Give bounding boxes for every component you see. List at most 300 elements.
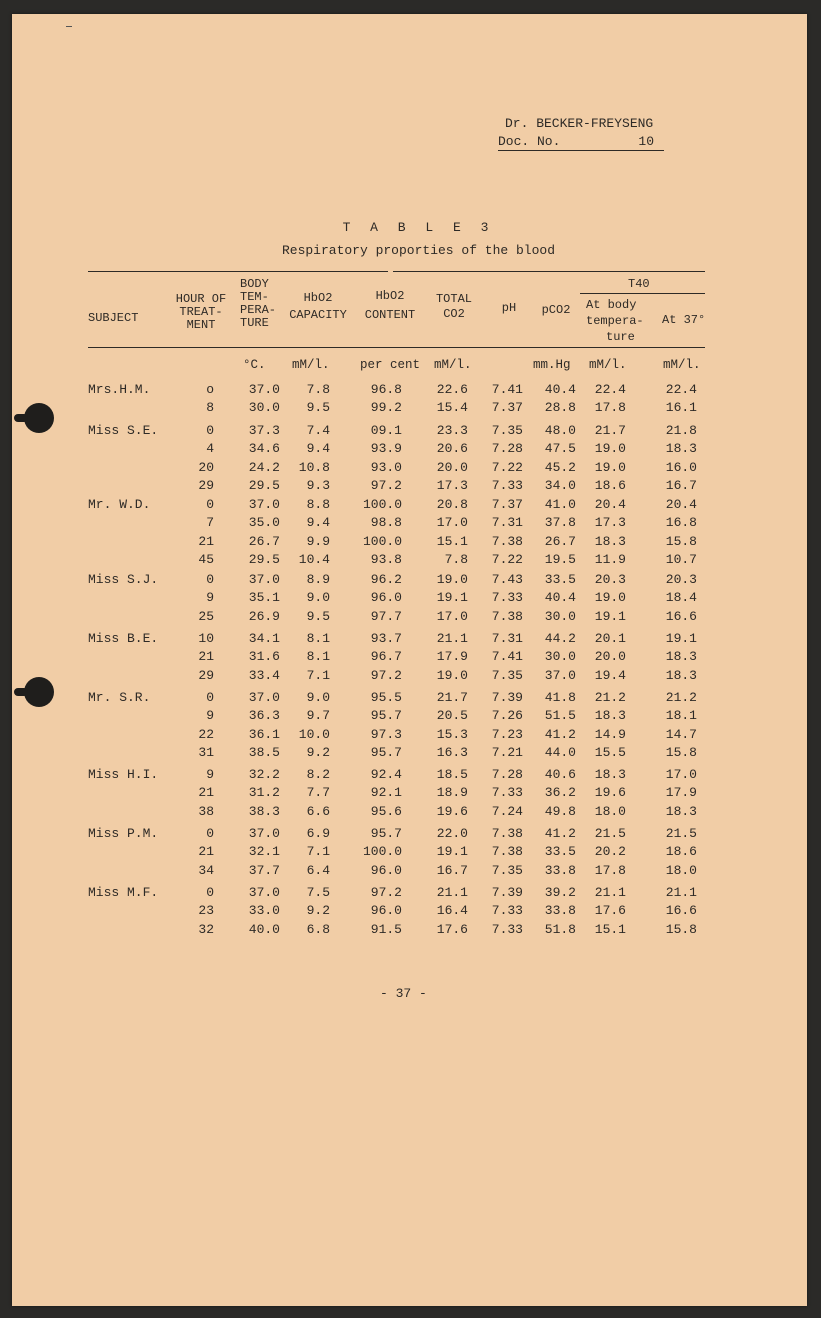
cell-total-co2: 21.7: [436, 690, 468, 705]
cell-pco2: 28.8: [544, 400, 576, 416]
doc-label: Doc. No.: [498, 134, 561, 149]
cell-total-co2: 16.4: [436, 903, 468, 919]
col-t40b-l3: ture: [606, 330, 635, 344]
cell-ph: 7.23: [491, 726, 523, 742]
cell-t40-37: 18.1: [665, 708, 697, 724]
cell-hbo2-capacity: 9.5: [306, 608, 330, 624]
cell-pco2: 37.0: [544, 667, 576, 683]
subject-label: Mrs.H.M.: [88, 382, 151, 397]
cell-t40-body: 21.7: [594, 423, 626, 438]
cell-t40-37: 18.3: [665, 803, 697, 819]
cell-pco2: 44.2: [544, 631, 576, 646]
cell-ph: 7.43: [491, 572, 523, 587]
cell-total-co2: 17.0: [436, 515, 468, 531]
cell-t40-37: 16.7: [665, 478, 697, 494]
cell-t40-body: 20.2: [594, 844, 626, 860]
cell-hbo2-capacity: 10.4: [298, 552, 330, 568]
col-t40: T40: [628, 277, 650, 291]
cell-pco2: 30.0: [544, 649, 576, 665]
cell-pco2: 49.8: [544, 803, 576, 819]
cell-hbo2-content: 95.7: [370, 745, 402, 761]
cell-hbo2-content: 96.7: [370, 649, 402, 665]
cell-body-temp: 34.6: [248, 441, 280, 457]
cell-t40-37: 21.8: [665, 423, 697, 438]
cell-hbo2-content: 93.9: [370, 441, 402, 457]
cell-t40-body: 18.3: [594, 708, 626, 724]
cell-total-co2: 20.8: [436, 497, 468, 512]
cell-t40-body: 20.3: [594, 572, 626, 587]
unit-capacity: mM/l.: [292, 358, 330, 372]
cell-hour: 23: [198, 903, 214, 919]
cell-body-temp: 31.6: [248, 649, 280, 665]
cell-hbo2-capacity: 7.1: [306, 844, 330, 860]
cell-body-temp: 33.4: [248, 667, 280, 683]
cell-t40-body: 17.3: [594, 515, 626, 531]
cell-hbo2-capacity: 10.0: [298, 726, 330, 742]
cell-body-temp: 30.0: [248, 400, 280, 416]
cell-hour: 0: [206, 572, 214, 587]
cell-hour: 8: [206, 400, 214, 416]
cell-body-temp: 36.1: [248, 726, 280, 742]
subject-label: Miss S.E.: [88, 423, 159, 438]
cell-total-co2: 7.8: [444, 552, 468, 568]
cell-t40-body: 11.9: [594, 552, 626, 568]
cell-body-temp: 38.3: [248, 803, 280, 819]
cell-ph: 7.39: [491, 885, 523, 900]
cell-total-co2: 23.3: [436, 423, 468, 438]
cell-hbo2-capacity: 9.0: [306, 690, 330, 705]
col-t40-body: [586, 299, 650, 344]
col-t40-37: At 37°: [662, 313, 706, 327]
cell-t40-body: 19.0: [594, 441, 626, 457]
cell-hour: 4: [206, 441, 214, 457]
cell-ph: 7.33: [491, 921, 523, 937]
cell-total-co2: 19.1: [436, 844, 468, 860]
cell-pco2: 39.2: [544, 885, 576, 900]
cell-pco2: 41.0: [544, 497, 576, 512]
cell-ph: 7.41: [491, 649, 523, 665]
cell-ph: 7.37: [491, 497, 523, 512]
cell-body-temp: 29.5: [248, 478, 280, 494]
col-t40b-l1: At body: [586, 298, 637, 312]
cell-t40-37: 16.0: [665, 459, 697, 475]
cell-hbo2-capacity: 8.2: [306, 767, 330, 782]
cell-hbo2-capacity: 7.8: [306, 382, 330, 397]
cell-pco2: 19.5: [544, 552, 576, 568]
cell-hbo2-content: 97.3: [370, 726, 402, 742]
cell-ph: 7.39: [491, 690, 523, 705]
col-total-co2: [428, 293, 480, 321]
subject-label: Mr. W.D.: [88, 497, 151, 512]
cell-hour: 21: [198, 533, 214, 549]
cell-hbo2-capacity: 7.1: [306, 667, 330, 683]
cell-t40-37: 20.3: [665, 572, 697, 587]
cell-pco2: 41.2: [544, 726, 576, 742]
cell-hbo2-content: 96.2: [370, 572, 402, 587]
cell-hour: 10: [198, 631, 214, 646]
t40-rule: [580, 293, 705, 294]
cell-pco2: 51.5: [544, 708, 576, 724]
cell-hbo2-content: 93.0: [370, 459, 402, 475]
speck-mark: [66, 26, 72, 27]
col-hour: [168, 293, 234, 332]
cell-body-temp: 33.0: [248, 903, 280, 919]
cell-pco2: 33.8: [544, 903, 576, 919]
cell-hour: 0: [206, 826, 214, 841]
cell-hbo2-content: 93.8: [370, 552, 402, 568]
cell-hbo2-capacity: 8.8: [306, 497, 330, 512]
cell-t40-37: 16.6: [665, 608, 697, 624]
cell-body-temp: 37.0: [248, 497, 280, 512]
cell-t40-37: 21.1: [665, 885, 697, 900]
cell-body-temp: 34.1: [248, 631, 280, 646]
col-temp-l2: TEM-: [240, 290, 269, 304]
cell-hour: 9: [206, 767, 214, 782]
cell-t40-body: 14.9: [594, 726, 626, 742]
cell-hour: 25: [198, 608, 214, 624]
cell-body-temp: 37.0: [248, 572, 280, 587]
cell-pco2: 37.8: [544, 515, 576, 531]
cell-pco2: 51.8: [544, 921, 576, 937]
page-number: - 37 -: [380, 986, 427, 1001]
cell-hbo2-capacity: 7.7: [306, 785, 330, 801]
unit-content: per cent: [360, 358, 421, 372]
cell-body-temp: 36.3: [248, 708, 280, 724]
cell-t40-body: 21.2: [594, 690, 626, 705]
cell-hbo2-capacity: 9.4: [306, 515, 330, 531]
punch-hole: [24, 403, 54, 433]
header-rule-bottom: [88, 347, 705, 348]
cell-total-co2: 19.1: [436, 590, 468, 606]
cell-total-co2: 17.9: [436, 649, 468, 665]
cell-body-temp: 37.7: [248, 862, 280, 878]
cell-hbo2-content: 100.0: [362, 844, 402, 860]
cell-t40-37: 16.1: [665, 400, 697, 416]
col-t40b-l2: tempera-: [586, 314, 644, 328]
cell-t40-body: 20.4: [594, 497, 626, 512]
cell-pco2: 40.4: [544, 382, 576, 397]
subject-label: Miss M.F.: [88, 885, 159, 900]
cell-pco2: 41.8: [544, 690, 576, 705]
cell-hbo2-capacity: 9.2: [306, 745, 330, 761]
cell-t40-body: 19.1: [594, 608, 626, 624]
cell-t40-37: 17.9: [665, 785, 697, 801]
cell-t40-37: 15.8: [665, 533, 697, 549]
cell-ph: 7.38: [491, 608, 523, 624]
cell-hbo2-capacity: 9.5: [306, 400, 330, 416]
cell-body-temp: 31.2: [248, 785, 280, 801]
cell-hour: 45: [198, 552, 214, 568]
cell-t40-37: 21.5: [665, 826, 697, 841]
table-title: T A B L E 3: [342, 220, 495, 235]
cell-pco2: 40.4: [544, 590, 576, 606]
cell-pco2: 34.0: [544, 478, 576, 494]
cell-pco2: 41.2: [544, 826, 576, 841]
cell-total-co2: 15.4: [436, 400, 468, 416]
cell-body-temp: 29.5: [248, 552, 280, 568]
cell-hbo2-content: 95.5: [370, 690, 402, 705]
col-cont-l1: HbO2: [375, 289, 405, 303]
cell-body-temp: 40.0: [248, 921, 280, 937]
cell-pco2: 40.6: [544, 767, 576, 782]
cell-total-co2: 17.3: [436, 478, 468, 494]
cell-t40-37: 21.2: [665, 690, 697, 705]
cell-ph: 7.28: [491, 767, 523, 782]
col-body-temp: [240, 278, 284, 330]
cell-hour: 0: [206, 423, 214, 438]
cell-ph: 7.33: [491, 903, 523, 919]
cell-hbo2-capacity: 9.2: [306, 903, 330, 919]
cell-t40-37: 16.8: [665, 515, 697, 531]
cell-pco2: 48.0: [544, 423, 576, 438]
cell-t40-body: 20.1: [594, 631, 626, 646]
cell-hbo2-content: 95.6: [370, 803, 402, 819]
cell-ph: 7.33: [491, 478, 523, 494]
cell-t40-body: 19.0: [594, 590, 626, 606]
cell-pco2: 33.5: [544, 844, 576, 860]
cell-total-co2: 19.6: [436, 803, 468, 819]
cell-total-co2: 20.6: [436, 441, 468, 457]
cell-hbo2-content: 97.2: [370, 667, 402, 683]
doc-number: 10: [638, 134, 654, 149]
cell-total-co2: 22.6: [436, 382, 468, 397]
cell-t40-37: 18.0: [665, 862, 697, 878]
cell-total-co2: 21.1: [436, 631, 468, 646]
cell-hbo2-capacity: 6.4: [306, 862, 330, 878]
cell-hour: 0: [206, 497, 214, 512]
cell-hbo2-content: 100.0: [362, 497, 402, 512]
cell-hour: 31: [198, 745, 214, 761]
cell-hbo2-capacity: 9.3: [306, 478, 330, 494]
cell-t40-body: 22.4: [594, 382, 626, 397]
punch-hole: [24, 677, 54, 707]
cell-hour: 7: [206, 515, 214, 531]
cell-ph: 7.24: [491, 803, 523, 819]
cell-t40-37: 10.7: [665, 552, 697, 568]
cell-hour: 21: [198, 649, 214, 665]
cell-total-co2: 19.0: [436, 572, 468, 587]
cell-t40-body: 17.8: [594, 400, 626, 416]
col-pco2: pCO2: [541, 303, 571, 317]
cell-t40-body: 18.0: [594, 803, 626, 819]
cell-body-temp: 37.0: [248, 885, 280, 900]
cell-t40-body: 18.6: [594, 478, 626, 494]
cell-t40-body: 18.3: [594, 767, 626, 782]
cell-hbo2-content: 97.2: [370, 885, 402, 900]
cell-hbo2-content: 96.0: [370, 862, 402, 878]
header-rule-top-left: [88, 271, 388, 272]
cell-hbo2-capacity: 10.8: [298, 459, 330, 475]
cell-hour: 21: [198, 844, 214, 860]
cell-ph: 7.21: [491, 745, 523, 761]
cell-hour: 0: [206, 690, 214, 705]
cell-hbo2-capacity: 8.9: [306, 572, 330, 587]
unit-temp: °C.: [243, 358, 266, 372]
cell-t40-37: 15.8: [665, 921, 697, 937]
cell-ph: 7.35: [491, 423, 523, 438]
cell-ph: 7.41: [491, 382, 523, 397]
cell-body-temp: 26.9: [248, 608, 280, 624]
subject-label: Mr. S.R.: [88, 690, 151, 705]
col-temp-l1: BODY: [240, 277, 269, 291]
cell-t40-body: 17.8: [594, 862, 626, 878]
cell-total-co2: 21.1: [436, 885, 468, 900]
cell-total-co2: 17.6: [436, 921, 468, 937]
cell-hbo2-capacity: 7.5: [306, 885, 330, 900]
cell-pco2: 33.5: [544, 572, 576, 587]
cell-body-temp: 32.2: [248, 767, 280, 782]
col-cap-l2: CAPACITY: [289, 308, 347, 322]
cell-t40-37: 20.4: [665, 497, 697, 512]
cell-hour: 9: [206, 590, 214, 606]
cell-t40-body: 18.3: [594, 533, 626, 549]
author-line: Dr. BECKER-FREYSENG: [505, 116, 654, 131]
cell-hbo2-capacity: 9.7: [306, 708, 330, 724]
cell-t40-body: 15.5: [594, 745, 626, 761]
cell-hour: 32: [198, 921, 214, 937]
col-hour-l1: HOUR OF: [175, 292, 227, 306]
cell-hbo2-capacity: 6.9: [306, 826, 330, 841]
cell-hbo2-capacity: 9.0: [306, 590, 330, 606]
cell-hbo2-content: 97.7: [370, 608, 402, 624]
cell-body-temp: 37.0: [248, 382, 280, 397]
col-co2-l1: TOTAL: [435, 292, 472, 306]
cell-hbo2-content: 100.0: [362, 533, 402, 549]
cell-pco2: 45.2: [544, 459, 576, 475]
cell-ph: 7.33: [491, 785, 523, 801]
cell-pco2: 47.5: [544, 441, 576, 457]
cell-t40-body: 21.5: [594, 826, 626, 841]
cell-ph: 7.26: [491, 708, 523, 724]
cell-ph: 7.35: [491, 862, 523, 878]
cell-hbo2-content: 98.8: [370, 515, 402, 531]
cell-hour: 21: [198, 785, 214, 801]
cell-hour: 29: [198, 667, 214, 683]
cell-t40-37: 18.3: [665, 649, 697, 665]
cell-pco2: 33.8: [544, 862, 576, 878]
cell-pco2: 26.7: [544, 533, 576, 549]
cell-body-temp: 32.1: [248, 844, 280, 860]
subject-label: Miss H.I.: [88, 767, 159, 782]
cell-pco2: 44.0: [544, 745, 576, 761]
cell-hour: 38: [198, 803, 214, 819]
cell-t40-body: 21.1: [594, 885, 626, 900]
cell-total-co2: 17.0: [436, 608, 468, 624]
cell-body-temp: 38.5: [248, 745, 280, 761]
cell-t40-37: 22.4: [665, 382, 697, 397]
cell-t40-37: 18.3: [665, 667, 697, 683]
col-hbo2-content: [358, 290, 422, 322]
cell-t40-body: 20.0: [594, 649, 626, 665]
cell-total-co2: 22.0: [436, 826, 468, 841]
col-temp-l4: TURE: [240, 316, 269, 330]
col-ph: pH: [501, 301, 517, 315]
cell-total-co2: 20.0: [436, 459, 468, 475]
cell-hbo2-content: 92.4: [370, 767, 402, 782]
cell-hour: o: [206, 382, 214, 397]
cell-body-temp: 37.0: [248, 826, 280, 841]
cell-body-temp: 37.0: [248, 690, 280, 705]
cell-hbo2-content: 95.7: [370, 826, 402, 841]
cell-t40-37: 18.6: [665, 844, 697, 860]
col-cap-l1: HbO2: [303, 291, 333, 305]
cell-t40-37: 18.3: [665, 441, 697, 457]
cell-ph: 7.38: [491, 826, 523, 841]
cell-ph: 7.37: [491, 400, 523, 416]
subject-label: Miss S.J.: [88, 572, 159, 587]
cell-total-co2: 15.1: [436, 533, 468, 549]
cell-t40-body: 19.6: [594, 785, 626, 801]
cell-hour: 20: [198, 459, 214, 475]
cell-t40-37: 14.7: [665, 726, 697, 742]
col-hour-l3: MENT: [186, 318, 216, 332]
cell-t40-body: 19.0: [594, 459, 626, 475]
cell-hbo2-capacity: 9.4: [306, 441, 330, 457]
cell-hbo2-content: 93.7: [370, 631, 402, 646]
cell-hour: 0: [206, 885, 214, 900]
cell-hour: 22: [198, 726, 214, 742]
cell-t40-37: 19.1: [665, 631, 697, 646]
cell-hbo2-content: 92.1: [370, 785, 402, 801]
doc-number-line: [498, 134, 664, 151]
col-hour-l2: TREAT-: [179, 305, 223, 319]
cell-ph: 7.28: [491, 441, 523, 457]
unit-co2: mM/l.: [434, 358, 472, 372]
cell-total-co2: 18.9: [436, 785, 468, 801]
cell-total-co2: 18.5: [436, 767, 468, 782]
cell-body-temp: 26.7: [248, 533, 280, 549]
cell-t40-37: 15.8: [665, 745, 697, 761]
cell-body-temp: 35.1: [248, 590, 280, 606]
cell-ph: 7.38: [491, 844, 523, 860]
cell-hbo2-capacity: 6.6: [306, 803, 330, 819]
cell-hbo2-content: 91.5: [370, 921, 402, 937]
cell-t40-37: 17.0: [665, 767, 697, 782]
cell-ph: 7.38: [491, 533, 523, 549]
cell-t40-body: 17.6: [594, 903, 626, 919]
cell-body-temp: 24.2: [248, 459, 280, 475]
cell-hbo2-capacity: 7.4: [306, 423, 330, 438]
col-cont-l2: CONTENT: [364, 308, 416, 322]
cell-total-co2: 16.3: [436, 745, 468, 761]
cell-hbo2-content: 96.8: [370, 382, 402, 397]
cell-hbo2-content: 96.0: [370, 903, 402, 919]
cell-hbo2-capacity: 9.9: [306, 533, 330, 549]
cell-ph: 7.31: [491, 515, 523, 531]
col-co2-l2: CO2: [443, 307, 465, 321]
cell-hour: 29: [198, 478, 214, 494]
cell-ph: 7.31: [491, 631, 523, 646]
cell-ph: 7.35: [491, 667, 523, 683]
col-temp-l3: PERA-: [240, 303, 277, 317]
unit-pco2: mm.Hg: [533, 358, 571, 372]
header-rule-top-right: [393, 271, 705, 272]
cell-total-co2: 16.7: [436, 862, 468, 878]
cell-t40-body: 19.4: [594, 667, 626, 683]
unit-t40-37: mM/l.: [663, 358, 701, 372]
unit-t40-body: mM/l.: [589, 358, 627, 372]
cell-t40-37: 16.6: [665, 903, 697, 919]
cell-body-temp: 37.3: [248, 423, 280, 438]
cell-ph: 7.22: [491, 552, 523, 568]
cell-t40-body: 15.1: [594, 921, 626, 937]
col-hbo2-capacity: [280, 292, 356, 322]
cell-hbo2-content: 96.0: [370, 590, 402, 606]
subject-label: Miss P.M.: [88, 826, 159, 841]
col-subject: SUBJECT: [88, 311, 139, 325]
cell-total-co2: 20.5: [436, 708, 468, 724]
cell-hbo2-capacity: 8.1: [306, 649, 330, 665]
